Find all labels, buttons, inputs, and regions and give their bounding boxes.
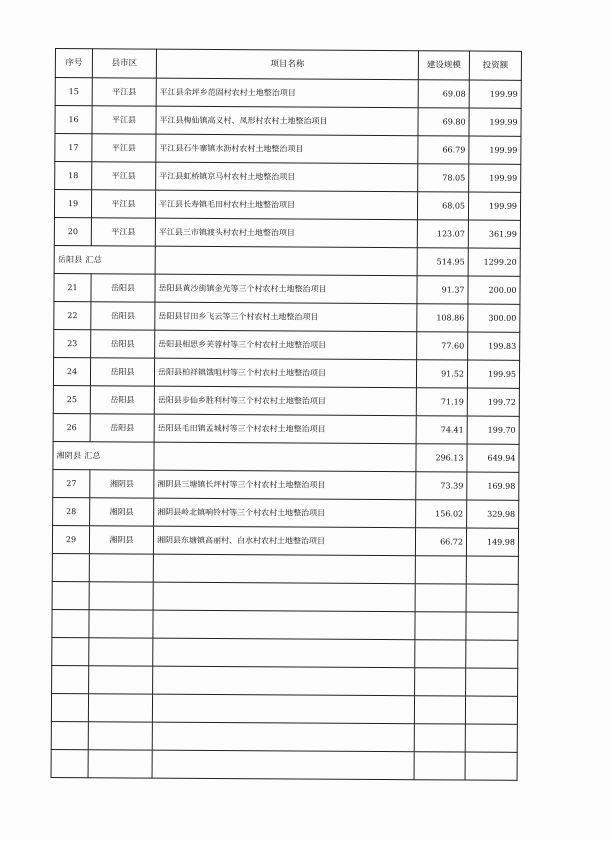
- cell-investment: 149.98: [466, 528, 518, 556]
- empty-cell: [153, 610, 415, 640]
- empty-cell: [89, 582, 153, 610]
- empty-cell: [89, 638, 153, 666]
- empty-cell: [152, 722, 414, 752]
- empty-cell: [51, 693, 88, 721]
- table-row: [54, 217, 520, 248]
- cell-county: 岳阳县: [91, 274, 155, 302]
- empty-cell: [466, 556, 518, 584]
- table-row: [55, 162, 521, 193]
- header-project: 项目名称: [156, 49, 418, 80]
- cell-project: 岳阳县相思乡芙蓉村等三个村农村土地整治项目: [155, 330, 417, 360]
- header-seq: 序号: [55, 49, 92, 78]
- empty-cell: [465, 752, 517, 780]
- header-investment: 投资额: [469, 51, 521, 80]
- cell-scale: 69.08: [418, 80, 469, 108]
- cell-seq: 15: [55, 78, 92, 106]
- empty-row: [52, 637, 518, 668]
- cell-investment: 199.83: [468, 332, 520, 360]
- cell-scale: 91.52: [416, 360, 467, 388]
- cell-seq: 26: [53, 413, 90, 441]
- empty-cell: [466, 584, 518, 612]
- cell-scale: 68.05: [417, 192, 468, 220]
- empty-cell: [415, 584, 466, 612]
- empty-cell: [153, 582, 415, 612]
- table-row: [55, 106, 521, 137]
- cell-investment: 199.99: [469, 80, 521, 108]
- cell-seq: 18: [55, 162, 92, 190]
- cell-project: 岳阳县毛田镇孟城村等三个村农村土地整治项目: [154, 414, 416, 444]
- empty-cell: [51, 749, 88, 777]
- cell-scale: 71.19: [416, 388, 467, 416]
- empty-cell: [52, 609, 89, 637]
- cell-seq: 20: [54, 217, 91, 245]
- cell-project: 平江县余坪乡范固村农村土地整治项目: [156, 78, 418, 108]
- empty-cell: [152, 694, 414, 724]
- summary-investment: 649.94: [467, 444, 519, 472]
- cell-project: 湘阴县东塘镇高丽村、白水村农村土地整治项目: [153, 526, 415, 556]
- empty-cell: [466, 612, 518, 640]
- cell-county: 岳阳县: [90, 386, 154, 414]
- table-row: [54, 190, 520, 221]
- empty-cell: [465, 696, 517, 724]
- cell-seq: 25: [53, 385, 90, 413]
- empty-cell: [466, 668, 518, 696]
- cell-scale: 66.72: [415, 528, 466, 556]
- table-row: [55, 78, 521, 109]
- cell-scale: 108.86: [417, 304, 468, 332]
- empty-row: [52, 609, 518, 640]
- cell-investment: 199.99: [468, 192, 520, 220]
- cell-project: 岳阳县甘田乡飞云等三个村农村土地整治项目: [155, 302, 417, 332]
- cell-investment: 361.99: [468, 220, 520, 248]
- empty-cell: [88, 694, 152, 722]
- cell-county: 岳阳县: [90, 414, 154, 442]
- summary-label: 湘阴县 汇总: [53, 441, 154, 470]
- empty-row: [52, 553, 518, 584]
- empty-row: [52, 665, 518, 696]
- empty-cell: [88, 750, 152, 778]
- empty-cell: [466, 640, 518, 668]
- empty-cell: [52, 553, 89, 581]
- empty-cell: [415, 556, 466, 584]
- cell-seq: 28: [53, 497, 90, 525]
- cell-project: 湘阴县岭北镇响铃村等三个村农村土地整治项目: [154, 498, 416, 528]
- empty-cell: [415, 668, 466, 696]
- cell-scale: 77.60: [417, 332, 468, 360]
- cell-project: 岳阳县黄沙街镇金光等三个村农村土地整治项目: [155, 274, 417, 304]
- cell-seq: 27: [53, 469, 90, 497]
- table-row: [52, 525, 518, 556]
- cell-seq: 16: [55, 106, 92, 134]
- cell-project: 湘阴县三塘镇长坪村等三个村农村土地整治项目: [154, 470, 416, 500]
- cell-county: 平江县: [92, 134, 156, 162]
- cell-investment: 329.98: [467, 500, 519, 528]
- empty-cell: [89, 554, 153, 582]
- cell-county: 岳阳县: [91, 302, 155, 330]
- table-row: [53, 357, 519, 388]
- header-county: 县市区: [92, 49, 156, 78]
- cell-project: 岳阳县柏祥镇饿咀村等三个村农村土地整治项目: [154, 358, 416, 388]
- table-row: [54, 301, 520, 332]
- empty-cell: [414, 696, 465, 724]
- cell-project-empty: [154, 442, 416, 472]
- empty-cell: [52, 665, 89, 693]
- empty-row: [51, 693, 517, 724]
- cell-investment: 199.99: [469, 136, 521, 164]
- summary-scale: 514.95: [417, 248, 468, 276]
- cell-scale: 123.07: [417, 220, 468, 248]
- empty-cell: [89, 610, 153, 638]
- cell-project: 平江县虹桥镇京马村农村土地整治项目: [156, 162, 418, 192]
- cell-scale: 91.37: [417, 276, 468, 304]
- cell-project: 平江县梅仙镇高义村、凤形村农村土地整治项目: [156, 106, 418, 136]
- cell-investment: 300.00: [468, 304, 520, 332]
- cell-scale: 78.05: [418, 164, 469, 192]
- cell-scale: 73.39: [416, 472, 467, 500]
- cell-investment: 199.72: [467, 388, 519, 416]
- cell-county: 湘阴县: [90, 470, 154, 498]
- empty-cell: [465, 724, 517, 752]
- summary-investment: 1299.20: [468, 248, 520, 276]
- empty-cell: [52, 581, 89, 609]
- table-row: [53, 497, 519, 528]
- cell-scale: 66.79: [418, 136, 469, 164]
- empty-cell: [415, 612, 466, 640]
- table-body: [51, 78, 521, 781]
- cell-county: 平江县: [92, 106, 156, 134]
- empty-cell: [415, 640, 466, 668]
- cell-investment: 199.95: [467, 360, 519, 388]
- cell-seq: 29: [52, 525, 89, 553]
- cell-project-empty: [155, 246, 417, 276]
- cell-county: 岳阳县: [91, 330, 155, 358]
- cell-seq: 17: [55, 134, 92, 162]
- empty-cell: [51, 721, 88, 749]
- empty-row: [52, 581, 518, 612]
- cell-project: 平江县长寿镇毛田村农村土地整治项目: [155, 190, 417, 220]
- cell-project: 平江县三市镇渡头村农村土地整治项目: [155, 218, 417, 248]
- table-row: [54, 329, 520, 360]
- cell-county: 平江县: [91, 190, 155, 218]
- empty-cell: [153, 554, 415, 584]
- cell-investment: 169.98: [467, 472, 519, 500]
- header-row: [55, 49, 521, 81]
- empty-cell: [88, 722, 152, 750]
- cell-investment: 199.99: [469, 108, 521, 136]
- cell-investment: 200.00: [468, 276, 520, 304]
- cell-seq: 21: [54, 273, 91, 301]
- table-row: [53, 385, 519, 416]
- cell-project: 平江县石牛寨镇水沥村农村土地整治项目: [156, 134, 418, 164]
- empty-cell: [152, 750, 414, 780]
- empty-cell: [52, 637, 89, 665]
- cell-investment: 199.70: [467, 416, 519, 444]
- header-scale: 建设规模: [418, 51, 469, 80]
- table-row: [53, 413, 519, 444]
- cell-county: 湘阴县: [89, 526, 153, 554]
- empty-cell: [414, 752, 465, 780]
- summary-row: [54, 245, 520, 276]
- empty-cell: [414, 724, 465, 752]
- summary-label: 岳阳县 汇总: [54, 245, 155, 274]
- cell-county: 平江县: [92, 162, 156, 190]
- empty-row: [51, 749, 517, 780]
- cell-county: 湘阴县: [90, 498, 154, 526]
- empty-row: [51, 721, 517, 752]
- summary-scale: 296.13: [416, 444, 467, 472]
- cell-seq: 22: [54, 301, 91, 329]
- cell-county: 平江县: [91, 218, 155, 246]
- table-row: [55, 134, 521, 165]
- cell-seq: 19: [54, 190, 91, 218]
- empty-cell: [153, 638, 415, 668]
- cell-investment: 199.99: [469, 164, 521, 192]
- empty-cell: [153, 666, 415, 696]
- table-row: [53, 469, 519, 500]
- cell-county: 平江县: [92, 78, 156, 106]
- project-table: [51, 48, 522, 781]
- cell-seq: 24: [53, 357, 90, 385]
- cell-scale: 69.80: [418, 108, 469, 136]
- summary-row: [53, 441, 519, 472]
- cell-scale: 156.02: [416, 500, 467, 528]
- empty-cell: [89, 666, 153, 694]
- cell-project: 岳阳县步仙乡胜利村等三个村农村土地整治项目: [154, 386, 416, 416]
- cell-county: 岳阳县: [90, 358, 154, 386]
- table-row: [54, 273, 520, 304]
- cell-scale: 74.41: [416, 416, 467, 444]
- cell-seq: 23: [54, 329, 91, 357]
